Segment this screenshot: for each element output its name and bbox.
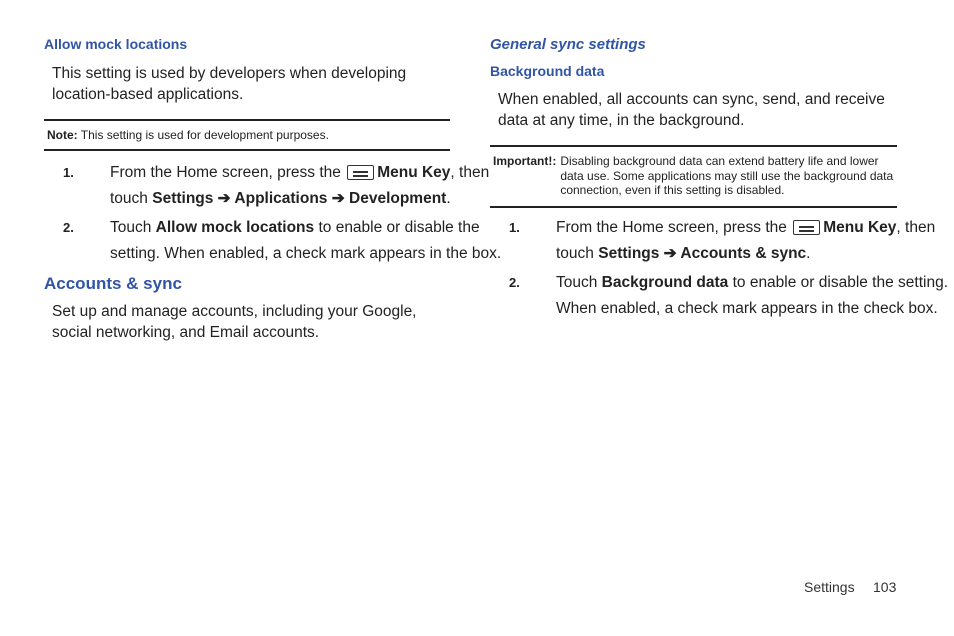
note-box xyxy=(44,119,450,151)
menu-key-label: Menu Key xyxy=(823,219,897,236)
heading-allow-mock-locations: Allow mock locations xyxy=(44,36,188,52)
step-number: 1. xyxy=(63,165,74,180)
step-text: From the Home screen, press the xyxy=(110,164,341,181)
step-text: Touch xyxy=(110,219,156,236)
step-2-right xyxy=(509,270,949,322)
heading-background-data: Background data xyxy=(490,63,605,79)
note-text: This setting is used for development purposes. xyxy=(77,128,329,142)
important-text: Disabling background data can extend battery life and lower data use. Some applications may still use the background data connection, even if this setting is disabled. xyxy=(560,154,894,197)
heading-general-sync-settings: General sync settings xyxy=(490,36,646,53)
mock-locations-description: This setting is used by developers when developing location-based applications. xyxy=(52,65,407,103)
step-text: When enabled, a check mark appears in the check box. xyxy=(556,300,938,317)
step-number: 2. xyxy=(63,220,74,235)
step-2-left xyxy=(63,215,502,267)
menu-key-icon xyxy=(347,165,374,180)
step-number: 1. xyxy=(509,220,520,235)
step-text: setting. When enabled, a check mark appears in the box. xyxy=(110,245,502,262)
important-label: Important!: xyxy=(493,154,557,168)
step-text: From the Home screen, press the xyxy=(556,219,787,236)
step-text: , then xyxy=(896,219,936,236)
menu-key-label: Menu Key xyxy=(377,164,451,181)
step-text: touch xyxy=(110,190,153,207)
step-1-left xyxy=(63,160,490,212)
step-text: to enable or disable the xyxy=(314,219,480,236)
step-text: touch xyxy=(556,245,599,262)
step-text: . xyxy=(446,190,451,207)
step-text: Touch xyxy=(556,274,602,291)
heading-accounts-sync: Accounts & sync xyxy=(44,274,182,293)
page-number: 103 xyxy=(873,579,897,595)
settings-path: Settings ➔ Accounts & sync xyxy=(598,245,807,262)
important-box xyxy=(490,145,897,208)
background-data-option: Background data xyxy=(601,274,729,291)
step-1-right xyxy=(509,215,936,267)
background-data-description: When enabled, all accounts can sync, send, and receive data at any time, in the background. xyxy=(498,91,885,129)
note-label: Note: xyxy=(47,128,78,142)
allow-mock-locations-option: Allow mock locations xyxy=(155,219,315,236)
step-number: 2. xyxy=(509,275,520,290)
footer-section: Settings xyxy=(804,579,855,595)
menu-key-icon xyxy=(793,220,820,235)
settings-path: Settings ➔ Applications ➔ Development xyxy=(152,190,447,207)
step-text: to enable or disable the setting. xyxy=(728,274,949,291)
step-text: , then xyxy=(450,164,490,181)
accounts-sync-description: Set up and manage accounts, including your Google, social networking, and Email accounts. xyxy=(52,303,417,341)
step-text: . xyxy=(806,245,811,262)
